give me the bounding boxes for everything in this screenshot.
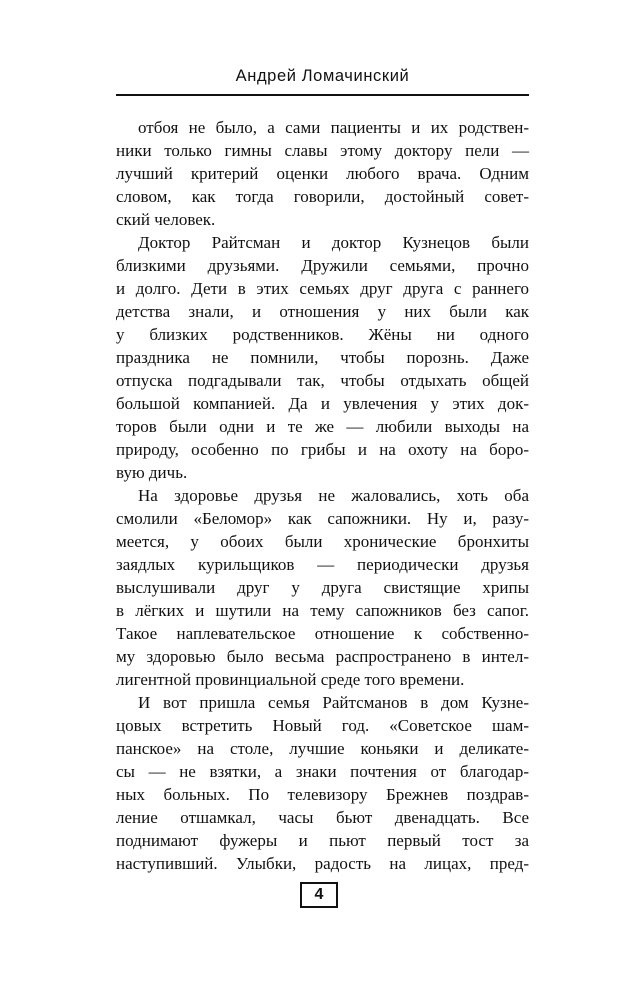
text-line: у близких родственников. Жёны ни одного [116, 325, 529, 344]
text-line: в лёгких и шутили на тему сапожников без сапог. [116, 601, 529, 620]
text-line: праздника не помнили, чтобы порознь. Даже [116, 348, 529, 367]
text-line: детства знали, и отношения у них были как [116, 302, 529, 321]
text-line: Доктор Райтсман и доктор Кузнецов были [138, 233, 529, 252]
text-line: наступивший. Улыбки, радость на лицах, пред- [116, 854, 529, 873]
text-line: ление отшамкал, часы бьют двенадцать. Все [116, 808, 529, 827]
paragraph [116, 116, 529, 231]
text-line: словом, как тогда говорили, достойный совет- [116, 187, 529, 206]
paragraph [116, 484, 529, 691]
paragraph [116, 231, 529, 484]
text-line: торов были одни и те же — любили выходы на [116, 417, 529, 436]
text-line: поднимают фужеры и пьют первый тост за [116, 831, 529, 850]
text-line: близкими друзьями. Дружили семьями, прочно [116, 256, 529, 275]
text-line: ский человек. [116, 210, 216, 229]
page-number: 4 [300, 882, 338, 908]
running-header-author: Андрей Ломачинский [235, 67, 410, 85]
text-line: На здоровье друзья не жаловались, хоть оба [138, 486, 529, 505]
text-line: ных больных. По телевизору Брежнев поздрав- [116, 785, 529, 804]
paragraph [116, 691, 529, 875]
body-text [116, 116, 529, 875]
text-line: смолили «Беломор» как сапожники. Ну и, разу- [116, 509, 529, 528]
text-line: отпуска подгадывали так, чтобы отдыхать общей [116, 371, 529, 390]
text-line: вую дичь. [116, 463, 188, 482]
text-line: выслушивали друг у друга свистящие хрипы [116, 578, 529, 597]
text-line: и долго. Дети в этих семьях друг друга с раннего [116, 279, 529, 298]
text-line: природу, особенно по грибы и на охоту на боро- [116, 440, 529, 459]
text-line: заядлых курильщиков — периодически друзья [116, 555, 529, 574]
text-line: И вот пришла семья Райтсманов в дом Кузне- [138, 693, 529, 712]
header-rule [116, 94, 529, 96]
text-line: отбоя не было, а сами пациенты и их родствен- [138, 118, 529, 137]
text-line: Такое наплевательское отношение к собственно- [116, 624, 529, 643]
text-line: панское» на столе, лучшие коньяки и деликате- [116, 739, 529, 758]
text-line: сы — не взятки, а знаки почтения от благодар- [116, 762, 529, 781]
text-line: му здоровью было весьма распространено в интел- [116, 647, 529, 666]
text-line: ники только гимны славы этому доктору пели — [116, 141, 529, 160]
text-line: большой компанией. Да и увлечения у этих док- [116, 394, 529, 413]
text-line: цовых встретить Новый год. «Советское шам- [116, 716, 529, 735]
text-line: меется, у обоих были хронические бронхиты [116, 532, 529, 551]
text-line: лигентной провинциальной среде того времени. [116, 670, 465, 689]
text-line: лучший критерий оценки любого врача. Одним [116, 164, 529, 183]
